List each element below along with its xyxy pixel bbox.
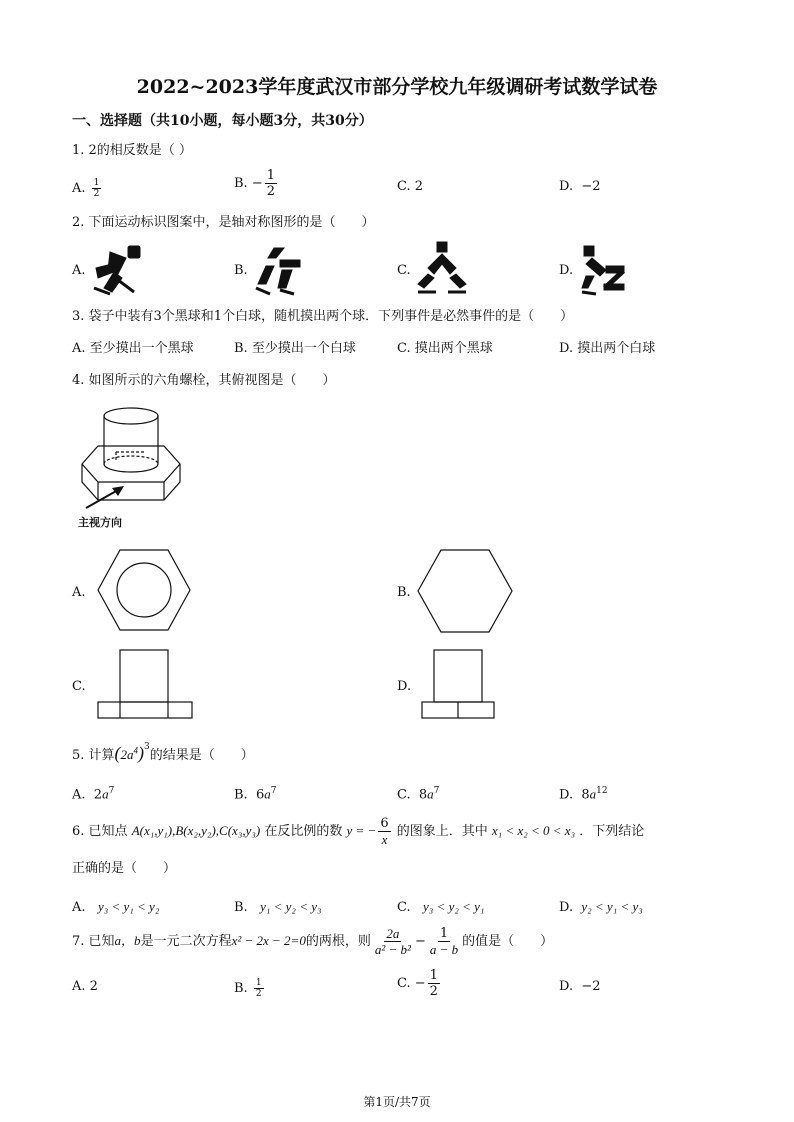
question-1-stem: 1. 2的相反数是（ ）	[72, 143, 192, 158]
q6-option-b: B. y₁ < y₂ < y₃	[234, 899, 322, 915]
q1-option-a	[72, 178, 103, 199]
q4-option-b-label: B.	[397, 585, 411, 600]
q3-option-a: A. 至少摸出一个黑球	[72, 341, 194, 356]
points-expression: A(x₁,y₁),B(x₂,y₂),C(x₃,y₃)	[131, 823, 261, 838]
hexagon-with-circle-icon	[96, 548, 192, 632]
q6-option-d: D. y₂ < y₁ < y₃	[559, 899, 643, 915]
bolt-view-direction-caption: 主视方向	[78, 516, 122, 529]
q2-option-b-label: B.	[234, 263, 248, 278]
fraction: $\frac{1}{2}$	[429, 968, 438, 999]
option-label: A.	[72, 181, 86, 196]
fraction: $\frac{2a}{\text{a² − b²}}$	[374, 926, 411, 957]
fraction: $\frac{6}{x}$	[380, 816, 389, 847]
front-view-c-icon	[96, 648, 194, 720]
runner-sign-b-icon	[252, 244, 304, 296]
question-6-stem-line2: 正确的是（ ）	[72, 861, 177, 876]
q3-option-d: D. 摸出两个白球	[559, 341, 656, 356]
runner-sign-d-icon	[580, 244, 632, 296]
section-heading: 一、选择题（共10小题，每小题3分，共30分）	[72, 113, 373, 129]
runner-sign-a-icon	[88, 244, 150, 296]
q7-option-d: D. −2	[559, 979, 601, 994]
question-4-stem: 4. 如图所示的六角螺栓，其俯视图是（ ）	[72, 373, 336, 388]
question-3-stem: 3. 袋子中装有3个黑球和1个白球，随机摸出两个球．下列事件是必然事件的是（ ）	[72, 309, 574, 324]
q4-option-a-label: A.	[72, 585, 86, 600]
question-7-stem: 7. 已知a，b是一元二次方程x² − 2x − 2=0的两根，则 $\frac{2a}{\text{a² − b²}}$ − $\frac{1}{a - b}$ 的值是（ ）	[72, 926, 554, 957]
option-label: B.	[234, 176, 248, 191]
fraction: $\frac{1}{2}$	[266, 168, 276, 199]
question-2-stem: 2. 下面运动标识图案中，是轴对称图形的是（ ）	[72, 215, 375, 230]
question-6-stem: 6. 已知点 A(x₁,y₁),B(x₂,y₂),C(x₃,y₃) 在反比例的数 y = − $\frac{6}{x}$ 的图象上．其中 x₁ < x₂ < 0 < x₃ ．下列结论	[72, 816, 645, 847]
fraction: $\frac{1}{a - b}$	[429, 926, 459, 957]
q1-option-c: C. 2	[397, 179, 424, 194]
q5-option-c: C. $8a^7$	[397, 786, 440, 803]
hex-bolt-figure	[76, 402, 188, 512]
q4-option-d-label: D.	[397, 679, 412, 694]
q7-option-c: C. − $\frac{1}{2}$	[397, 968, 438, 999]
fraction: $\frac{1}{2}$	[93, 178, 100, 199]
q1-option-d: D. −2	[559, 179, 601, 194]
q7-option-a: A. 2	[72, 979, 98, 994]
q3-option-c: C. 摸出两个黑球	[397, 341, 493, 356]
q2-option-d-label: D.	[559, 263, 574, 278]
q6-option-a: A. y₃ < y₁ < y₂	[72, 899, 160, 915]
q7-option-b: B. $\frac{1}{2}$	[234, 978, 262, 999]
hexagon-icon	[416, 548, 514, 634]
skier-sign-c-icon	[416, 240, 468, 296]
exam-title: 2022~2023学年度武汉市部分学校九年级调研考试数学试卷	[136, 76, 658, 98]
q5-option-b: B. $6a^7$	[234, 786, 277, 803]
fraction: $\frac{1}{2}$	[255, 978, 262, 999]
q5-option-d: D. $8a^{12}$	[559, 786, 608, 803]
q6-option-c: C. y₃ < y₂ < y₁	[397, 899, 485, 915]
q1-option-b: B. − $\frac{1}{2}$	[234, 168, 276, 199]
front-view-d-icon	[420, 648, 496, 720]
question-5-stem: 5. 计算$(2a^4)^3$的结果是（ ）	[72, 742, 254, 763]
page-number: 第1页/共7页	[363, 1095, 431, 1109]
q2-option-a-label: A.	[72, 263, 86, 278]
q3-option-b: B. 至少摸出一个白球	[234, 341, 356, 356]
q2-option-c-label: C.	[397, 263, 411, 278]
q5-option-a: A. $2a^7$	[72, 786, 115, 803]
q4-option-c-label: C.	[72, 679, 86, 694]
